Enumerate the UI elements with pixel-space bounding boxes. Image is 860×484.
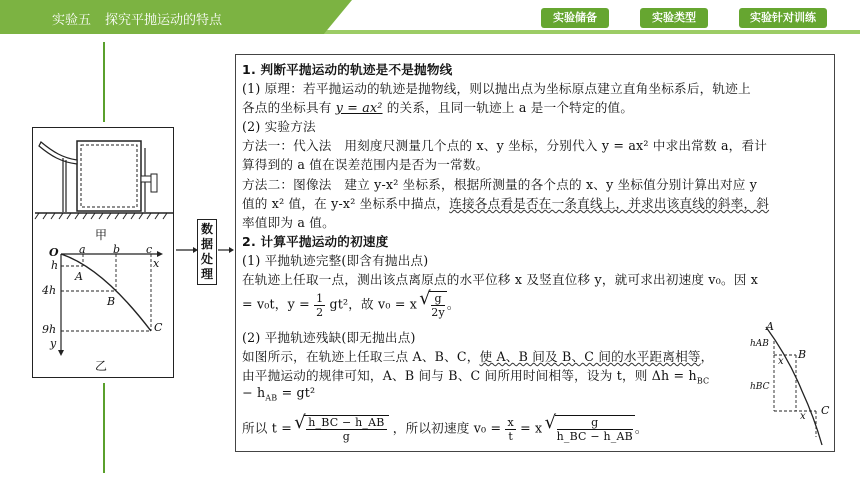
point-c-label: C [154,321,163,334]
s2-incomplete-line2 [242,365,709,386]
proc-char: 数 [200,222,213,236]
header-bar [0,0,860,34]
s2-complete-formula [242,291,460,319]
s2-incomplete-pre: 如图所示，在轨迹上任取三点 A、B、C， [242,349,480,364]
decor-line-top [103,42,105,122]
point-b-label: B [107,295,116,308]
tick-a-label: a [79,243,86,256]
small-point-b: B [798,348,807,361]
axis-origin-label: O [49,246,59,259]
formula-part: − h [242,385,266,400]
axis-y-label: y [50,337,57,350]
fraction-x-t [505,416,515,443]
label-jia: 甲 [95,228,108,242]
formula-end: 。 [634,420,648,436]
sqrt-t [304,415,388,443]
small-point-a: A [766,320,774,333]
subscript: AB [265,393,278,403]
tick-4h-label: 4h [42,284,57,297]
s1-principle-eq: y = ax² [335,100,383,115]
s2-incomplete-line3 [242,385,315,403]
decor-line-bottom [103,383,105,473]
s1-method1-line1: 方法一：代入法 用刻度尺测量几个点的 x、y 坐标，分别代入 y = ax² 中求出常数 a，看计 [242,138,768,153]
frac-num: x [507,415,514,429]
s2-complete-line1: 在轨迹上任取一点，测出该点离原点的水平位移 x 及竖直位移 y，就可求出初速度 v₀。因 x [242,272,759,287]
experiment-figure [32,127,174,378]
label-yi: 乙 [95,359,108,373]
frac-den: 2y [431,306,445,319]
s1-principle-line1: (1) 原理：若平抛运动的轨迹是抛物线，则以抛出点为坐标原点建立直角坐标系后，轨迹上 [242,81,751,96]
s1-principle-line2 [242,97,633,116]
formula-part: = v₀t，y = [242,296,310,312]
chapter-label: 实验五 [52,13,92,28]
formula-part: = gt² [281,385,316,400]
tick-9h-label: 9h [42,323,57,336]
frac-den: h_BC − h_AB [556,430,633,443]
axis-x-label: x [153,257,160,270]
proc-char: 理 [200,267,213,281]
s2-final-formula [242,415,648,443]
s1-method1-line2: 算得到的 a 值在误差范围内是否为一常数。 [242,157,489,172]
small-x-label-top: x [778,356,784,367]
small-hbc-label: hBC [750,382,770,392]
s2-complete-title: (1) 平抛轨迹完整(即含有抛出点) [242,253,429,268]
s1-principle-post: 的关系，且同一轨迹上 a 是一个特定的值。 [386,100,634,115]
content-box [235,54,835,452]
section2-title: 2. 计算平抛运动的初速度 [242,234,389,249]
formula-part: 由平抛运动的规律可知，A、B 间与 B、C 间所用时间相等，设为 t，则 Δh = h [242,368,697,383]
formula-part: 所以 t = [242,420,293,436]
subscript: BC [696,376,710,386]
proc-char: 处 [200,252,213,266]
frac-num: √ h_BC − h_AB [308,416,385,429]
s1-method-title: (2) 实验方法 [242,119,316,134]
s2-incomplete-underlined: 使 A、B 间及 B、C 间的水平距离相等 [479,349,701,364]
s1-method2-line1: 方法二：图像法 建立 y-x² 坐标系，根据所测量的各个点的 x、y 坐标值分别计算出对应 y [242,177,758,192]
fraction-half [314,292,325,319]
formula-part: ，所以初速度 v₀ = [392,420,502,436]
small-hab-label: hAB [750,339,769,349]
section1-title: 1. 判断平抛运动的轨迹是不是抛物线 [242,62,453,77]
frac-num: √ g [431,292,445,306]
s1-method2-line3: 率值即为 a 值。 [242,215,335,230]
frac-num: √ g [557,416,633,430]
s1-method2-pre: 值的 x² 值，在 y-x² 坐标系中描点， [242,196,450,211]
small-point-c: C [821,404,830,417]
arrow-right-icon [229,247,234,253]
chapter-title: 探究平抛运动的特点 [105,13,223,28]
tab-types[interactable]: 实验类型 [640,8,708,28]
s2-incomplete-post: ， [700,349,714,364]
page-title [52,9,236,28]
tab-preparation[interactable]: 实验储备 [541,8,609,28]
sqrt-g-2y [429,291,447,319]
frac-num: 1 [316,291,324,305]
tab-training[interactable]: 实验针对训练 [739,8,827,28]
tick-h-label: h [51,259,59,272]
s1-method2-line2 [242,193,769,212]
s1-principle-pre: 各点的坐标具有 [242,100,332,115]
frac-den: g [342,430,351,443]
s1-method2-underlined: 连接各点看是否在一条直线上，并求出该直线的斜率，斜 [449,196,770,211]
formula-end: 。 [446,296,460,312]
s2-incomplete-title: (2) 平抛轨迹残缺(即无抛出点) [242,330,416,345]
tick-b-label: b [113,243,121,256]
sqrt-v0 [555,415,635,443]
frac-den: t [508,429,513,443]
formula-part: = x [520,420,543,436]
tick-c-label: c [146,243,153,256]
frac-den: 2 [316,305,324,319]
s2-incomplete-line1 [242,346,713,365]
formula-part: gt²，故 v₀ = x [329,296,418,312]
small-x-label-bottom: x [800,411,806,422]
proc-char: 据 [200,237,213,251]
data-processing-box [197,219,217,285]
point-a-label: A [75,270,83,283]
